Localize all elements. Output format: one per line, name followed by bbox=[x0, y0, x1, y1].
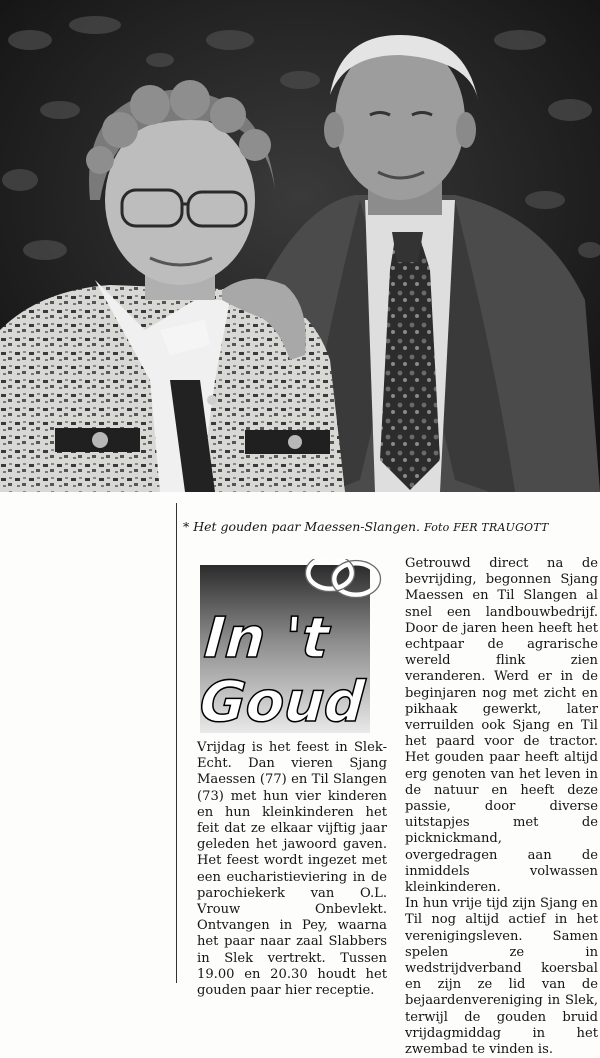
article-paragraph: Vrijdag is het feest in Slek-Echt. Dan vieren Sjang Maessen (77) en Til Slangen (73) met hun vier kinderen en hun kleinkinderen het feit dat ze elkaar vijftig jaar geleden het jawoord gaven. Het feest wordt ingezet met een eucharistieviering in de parochiekerk van O.L. Vrouw Onbevlekt. Ontvangen in Pey, waarna het paar naar zaal Slabbers in Slek vertrekt. Tussen 19.00 en 20.30 houdt het gouden paar hier receptie. bbox=[197, 740, 387, 999]
logo-line-2: Goud bbox=[198, 670, 367, 735]
caption-text: * Het gouden paar Maessen-Slangen. bbox=[183, 519, 421, 534]
logo-line-1: In 't bbox=[202, 606, 331, 671]
couple-photo bbox=[0, 0, 600, 492]
photo-credit: Foto FER TRAUGOTT bbox=[424, 521, 549, 534]
column-rule bbox=[176, 503, 177, 983]
article-column-left bbox=[197, 740, 387, 999]
article-column-right bbox=[405, 556, 598, 1058]
column-logo bbox=[198, 559, 384, 735]
photo-caption bbox=[183, 519, 593, 534]
article-paragraph: In hun vrije tijd zijn Sjang en Til nog altijd actief in het verenigingsleven. Samen spelen ze in wedstrijdverband koersbal en zijn ze lid van de bejaardenvereniging in Slek, terwijl de gouden bruid vrijdagmiddag in het zwembad te vinden is. bbox=[405, 896, 598, 1058]
article-paragraph: Getrouwd direct na de bevrijding, begonnen Sjang Maessen en Til Slangen al snel een landbouwbedrijf. Door de jaren heen heeft het echtpaar de agrarische wereld flink zien veranderen. Werd er in de beginjaren nog met zicht en pikhaak gewerkt, later verruilden ook Sjang en Til het paard voor de tractor. Het gouden paar heeft altijd erg genoten van het leven in de natuur en heeft deze passie, door diverse uitstapjes met de picknickmand, overgedragen aan de inmiddels volwassen kleinkinderen. bbox=[405, 556, 598, 896]
